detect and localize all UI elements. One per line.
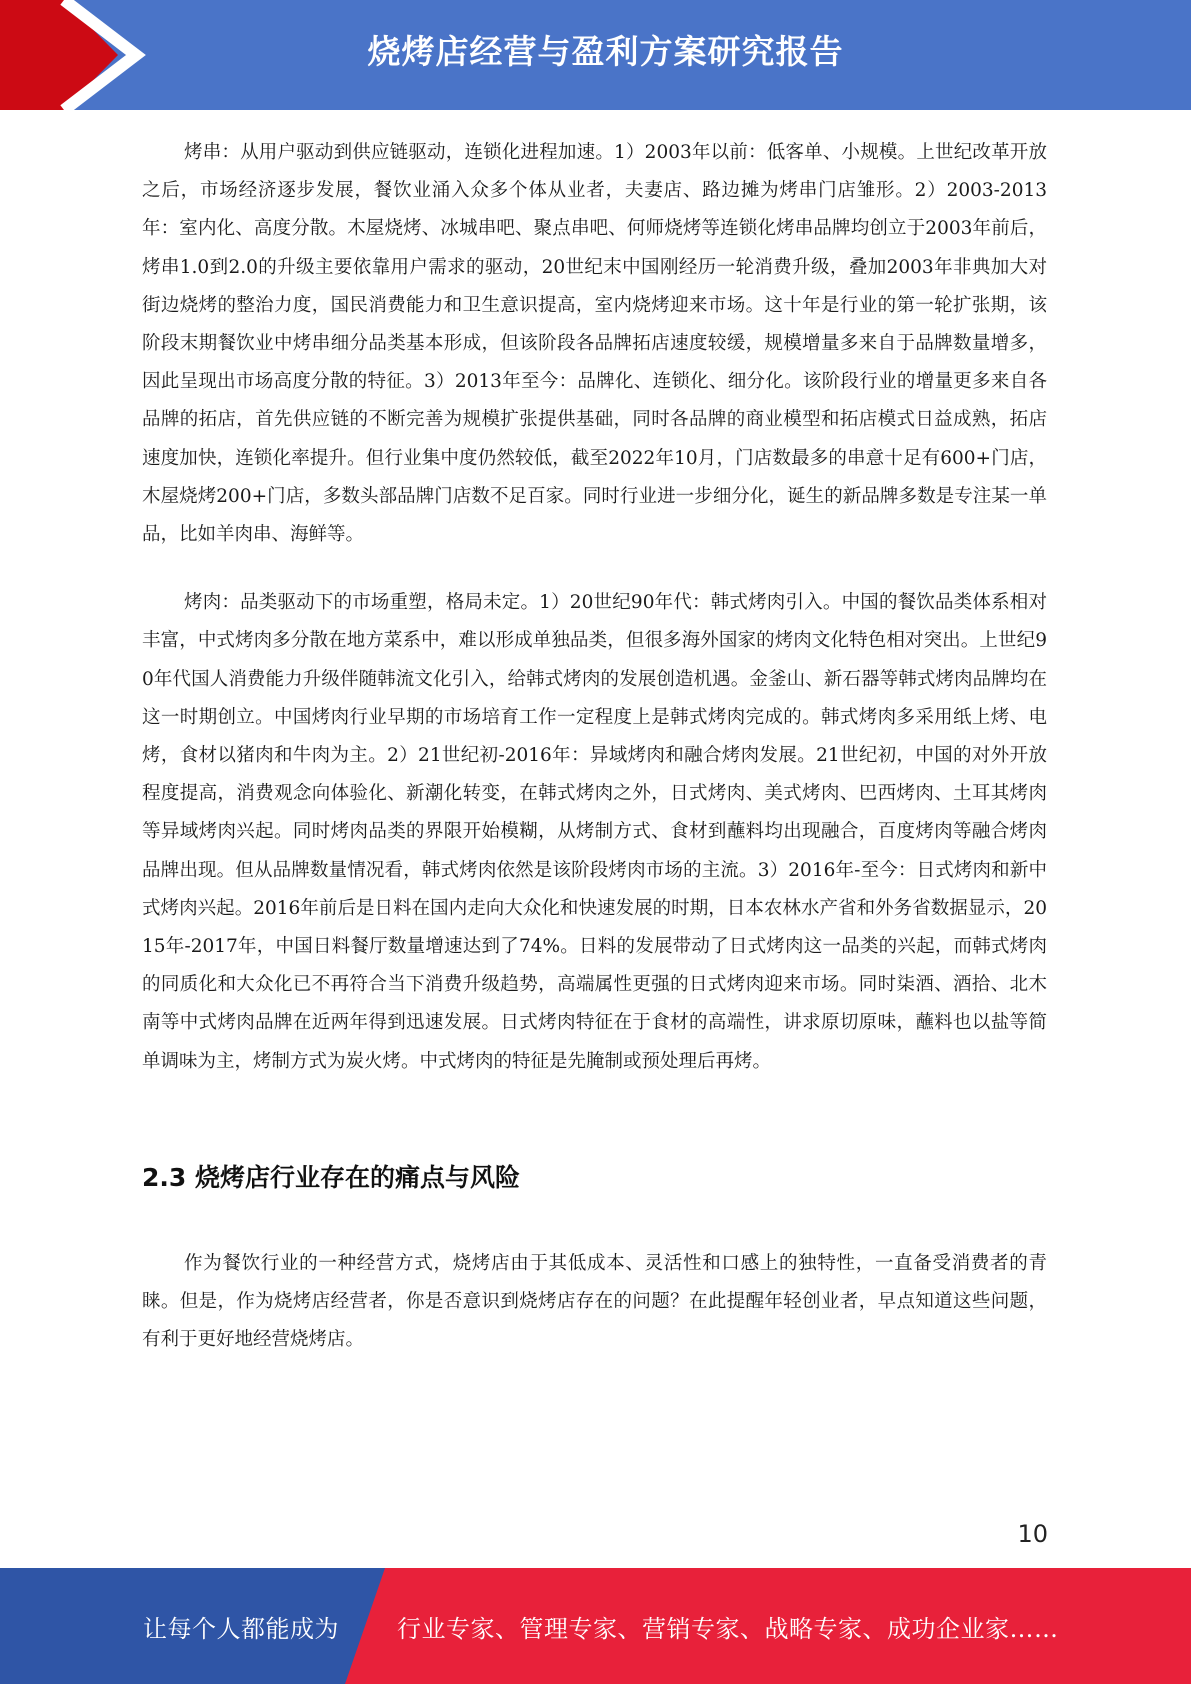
footer-slogan-right: 行业专家、管理专家、营销专家、战略专家、成功企业家…… [397, 1615, 1059, 1643]
section-heading-pain-points: 2.3 烧烤店行业存在的痛点与风险 [142, 1162, 520, 1192]
page-footer-banner [0, 1568, 1191, 1684]
paragraph-kebab-skewers: 烤串：从用户驱动到供应链驱动，连锁化进程加速。1）2003年以前：低客单、小规模。上世纪改革开放之后，市场经济逐步发展，餐饮业涌入众多个体从业者，夫妻店、路边摊为烤串门店雏形。2）2003-2013年：室内化、高度分散。木屋烧烤、冰城串吧、聚点串吧、何师烧烤等连锁化烤串品牌均创立于2003年前后，烤串1.0到2.0的升级主要依靠用户需求的驱动，20世纪末中国刚经历一轮消费升级，叠加2003年非典加大对街边烧烤的整治力度，国民消费能力和卫生意识提高，室内烧烤迎来市场。这十年是行业的第一轮扩张期，该阶段末期餐饮业中烤串细分品类基本形成，但该阶段各品牌拓店速度较缓，规模增量多来自于品牌数量增多，因此呈现出市场高度分散的特征。3）2013年至今：品牌化、连锁化、细分化。该阶段行业的增量更多来自各品牌的拓店，首先供应链的不断完善为规模扩张提供基础，同时各品牌的商业模型和拓店模式日益成熟，拓店速度加快，连锁化率提升。但行业集中度仍然较低，截至2022年10月，门店数最多的串意十足有600+门店，木屋烧烤200+门店，多数头部品牌门店数不足百家。同时行业进一步细分化，诞生的新品牌多数是专注某一单品，比如羊肉串、海鲜等。 [142, 142, 1047, 546]
page-header-banner [0, 0, 1191, 110]
page-number: 10 [1017, 1520, 1048, 1548]
paragraph-grilled-meat: 烤肉：品类驱动下的市场重塑，格局未定。1）20世纪90年代：韩式烤肉引入。中国的餐饮品类体系相对丰富，中式烤肉多分散在地方菜系中，难以形成单独品类，但很多海外国家的烤肉文化特色相对突出。上世纪90年代国人消费能力升级伴随韩流文化引入，给韩式烤肉的发展创造机遇。金釜山、新石器等韩式烤肉品牌均在这一时期创立。中国烤肉行业早期的市场培育工作一定程度上是韩式烤肉完成的。韩式烤肉多采用纸上烤、电烤，食材以猪肉和牛肉为主。2）21世纪初-2016年：异域烤肉和融合烤肉发展。21世纪初，中国的对外开放程度提高，消费观念向体验化、新潮化转变，在韩式烤肉之外，日式烤肉、美式烤肉、巴西烤肉、土耳其烤肉等异域烤肉兴起。同时烤肉品类的界限开始模糊，从烤制方式、食材到蘸料均出现融合，百度烤肉等融合烤肉品牌出现。但从品牌数量情况看，韩式烤肉依然是该阶段烤肉市场的主流。3）2016年-至今：日式烤肉和新中式烤肉兴起。2016年前后是日料在国内走向大众化和快速发展的时期，日本农林水产省和外务省数据显示，2015年-2017年，中国日料餐厅数量增速达到了74%。日料的发展带动了日式烤肉这一品类的兴起，而韩式烤肉的同质化和大众化已不再符合当下消费升级趋势，高端属性更强的日式烤肉迎来市场。同时柒酒、酒拾、北木南等中式烤肉品牌在近两年得到迅速发展。日式烤肉特征在于食材的高端性，讲求原切原味，蘸料也以盐等简单调味为主，烤制方式为炭火烤。中式烤肉的特征是先腌制或预处理后再烤。 [142, 592, 1047, 1072]
footer-slogan-left: 让每个人都能成为 [143, 1615, 339, 1643]
document-body [142, 134, 1047, 1359]
paragraph-intro-pain-points: 作为餐饮行业的一种经营方式，烧烤店由于其低成本、灵活性和口感上的独特性，一直备受消费者的青睐。但是，作为烧烤店经营者，你是否意识到烧烤店存在的问题？在此提醒年轻创业者，早点知道这些问题，有利于更好地经营烧烤店。 [142, 1252, 1047, 1351]
report-title: 烧烤店经营与盈利方案研究报告 [367, 32, 844, 71]
